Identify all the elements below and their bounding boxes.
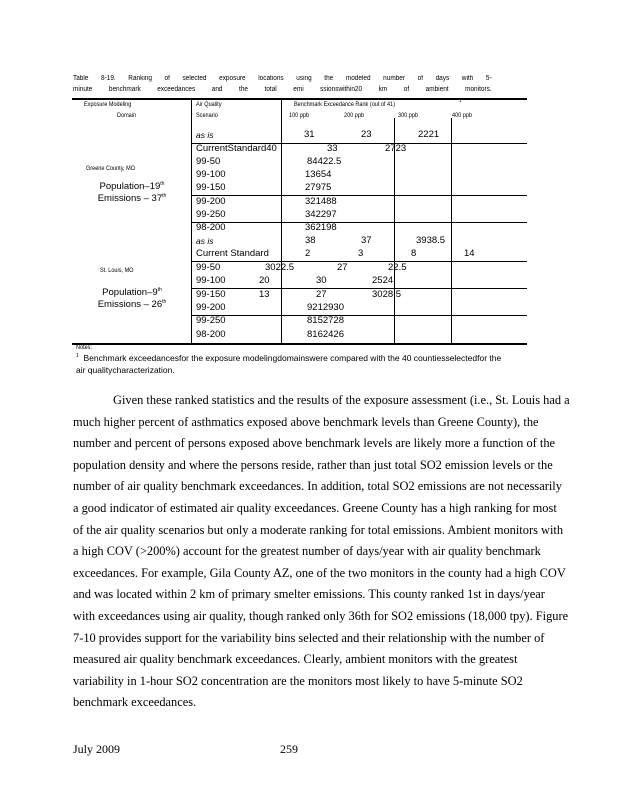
stlouis-row-1-200: 37 xyxy=(361,235,372,246)
table-notes xyxy=(76,344,506,376)
domain-greene-county: Greene County, MO xyxy=(86,165,136,172)
caption-line-1: Table 8-19. Ranking of selected exposure locations using the modeled number of days with 5- xyxy=(73,75,492,82)
stlouis-emissions-label: Emissions – 26 xyxy=(97,299,163,310)
header-scenario-line1: Air Quality xyxy=(196,101,222,108)
greene-row-6-scenario: 99-200 xyxy=(196,196,226,207)
col-divider-benchmark xyxy=(281,98,282,344)
header-400ppb: 400 ppb xyxy=(452,112,472,119)
greene-row-3-scenario: 99-50 xyxy=(196,156,221,167)
greene-row-1-scenario: as is xyxy=(196,130,214,140)
table-caption xyxy=(73,73,492,95)
stlouis-population-label: Population–9 xyxy=(102,287,158,298)
paragraph-text: Given these ranked statistics and the results of the exposure assessment (i.e., St. Louis had a much higher percent of asthmatics exposed above benchmark levels than Greene County), the number and percent of persons exposed above benchmark levels are likely more a function of the population density and where the persons reside, rather than just total SO2 emission levels or the number of air quality benchmark exceedances. In addition, total SO2 emissions are not necessarily a good indicator of estimated air quality exceedances. Greene County has a high ranking for most of the air quality scenarios but only a moderate ranking for total emissions. Ambient monitors with a high COV (>200%) account for the greatest number of days/year with air quality benchmark exceedances. For example, Gila County AZ, one of the two monitors in the county had a high COV and was located within 2 km of primary smelter emissions. This county ranked 1st in days/year with exceedances using air quality, though ranked only 36th for SO2 emissions (18,000 tpy). Figure 7-10 provides support for the variability bins selected and their relationship with the number of measured air quality benchmark exceedances. Clearly, ambient monitors with the greatest variability in 1-hour SO2 concentration are the monitors most likely to have 5-minute SO2 benchmark exceedances. xyxy=(73,393,570,710)
greene-row-8-100: 362198 xyxy=(305,222,337,233)
superscript: th xyxy=(160,180,165,187)
greene-row-2-scenario: CurrentStandard40 xyxy=(196,143,277,154)
greene-row-1-300: 2221 xyxy=(418,129,440,140)
stlouis-row-5-300: 3028.5 xyxy=(372,289,402,300)
col-divider-scenario xyxy=(191,98,192,344)
greene-row-2-100: 33 xyxy=(327,143,338,154)
stlouis-row-8-scenario: 98-200 xyxy=(196,329,226,340)
superscript: th xyxy=(162,298,167,305)
stlouis-row-3-scenario: 99-50 xyxy=(196,262,221,273)
greene-row-6-100: 321488 xyxy=(305,196,337,207)
greene-row-4-scenario: 99-100 xyxy=(196,169,226,180)
stlouis-row-4-100: 20 xyxy=(259,275,270,286)
header-domain-line1: Exposure Modeling xyxy=(84,101,132,108)
header-domain-line2: Domain xyxy=(117,112,137,119)
header-300ppb: 300 ppb xyxy=(398,112,418,119)
stlouis-row-4-300: 2524 xyxy=(372,275,394,286)
stlouis-row-2-200: 3 xyxy=(358,248,364,259)
header-footnote-marker: 1 xyxy=(459,98,462,104)
greene-emissions-rank xyxy=(82,193,182,205)
greene-row-1-200: 23 xyxy=(361,129,372,140)
header-benchmark-group: Benchmark Exceedance Rank (out of 41) xyxy=(294,101,396,108)
row-divider xyxy=(191,195,527,196)
greene-row-4-100: 13654 xyxy=(305,169,332,180)
footer-page-number: 259 xyxy=(280,742,298,756)
superscript: th xyxy=(157,286,162,293)
greene-emissions-label: Emissions – 37 xyxy=(97,193,163,204)
superscript: th xyxy=(162,192,167,199)
stlouis-row-1-300: 3938.5 xyxy=(416,235,446,246)
stlouis-row-1-scenario: as is xyxy=(196,236,214,246)
greene-row-7-scenario: 99-250 xyxy=(196,209,226,220)
row-divider xyxy=(191,261,527,262)
row-divider xyxy=(191,288,527,289)
greene-row-7-100: 342297 xyxy=(305,209,337,220)
footnote-marker: 1 xyxy=(76,353,79,360)
stlouis-row-4-200: 30 xyxy=(316,275,327,286)
stlouis-row-6-scenario: 99-200 xyxy=(196,302,226,313)
header-scenario-line2: Scenario xyxy=(196,112,218,119)
stlouis-row-5-scenario: 99-150 xyxy=(196,289,226,300)
stlouis-row-2-300: 8 xyxy=(411,248,417,259)
stlouis-row-2-scenario: Current Standard xyxy=(196,248,269,259)
header-100ppb: 100 ppb xyxy=(289,112,309,119)
row-divider xyxy=(191,315,527,316)
stlouis-row-5-200: 27 xyxy=(316,289,327,300)
stlouis-row-5-100: 13 xyxy=(259,289,270,300)
stlouis-row-2-400: 14 xyxy=(464,248,475,259)
greene-row-5-100: 27975 xyxy=(305,182,332,193)
col-divider-400 xyxy=(451,118,452,344)
footer-date: July 2009 xyxy=(73,742,121,756)
stlouis-emissions-rank xyxy=(82,299,182,311)
row-divider xyxy=(191,222,527,223)
greene-population-label: Population–19 xyxy=(99,181,161,192)
stlouis-row-7-scenario: 99-250 xyxy=(196,315,226,326)
ranking-table xyxy=(72,98,527,344)
footnote-text: Benchmark exceedancesfor the exposure modelingdomainswere compared with the 40 countiesselectedfor the air qualitycharacterization. xyxy=(76,353,502,375)
body-paragraph xyxy=(73,390,570,714)
greene-row-3-100: 84422.5 xyxy=(307,156,342,167)
header-200ppb: 200 ppb xyxy=(344,112,364,119)
stlouis-row-2-100: 2 xyxy=(305,248,311,259)
stlouis-row-3-300: 22.5 xyxy=(388,262,407,273)
greene-row-1-100: 31 xyxy=(304,129,315,140)
greene-row-8-scenario: 98-200 xyxy=(196,222,226,233)
greene-row-5-scenario: 99-150 xyxy=(196,182,226,193)
caption-line-2: minute benchmark exceedances and the total emi ssionswithin20 km of ambient monitors. xyxy=(73,86,492,93)
notes-text xyxy=(76,352,506,376)
stlouis-row-1-100: 38 xyxy=(305,235,316,246)
stlouis-row-6-100: 9212930 xyxy=(307,302,344,313)
stlouis-row-7-100: 8152728 xyxy=(307,315,344,326)
stlouis-population-rank xyxy=(82,287,182,299)
stlouis-row-3-100: 3022.5 xyxy=(265,262,295,273)
notes-label: Notes: xyxy=(76,344,92,351)
greene-row-2-300: 2723 xyxy=(385,143,407,154)
stlouis-row-4-scenario: 99-100 xyxy=(196,275,226,286)
stlouis-row-3-200: 27 xyxy=(337,262,348,273)
greene-population-rank xyxy=(82,181,182,193)
domain-st-louis: St. Louis, MO xyxy=(100,267,134,274)
stlouis-row-8-100: 8162426 xyxy=(307,329,344,340)
